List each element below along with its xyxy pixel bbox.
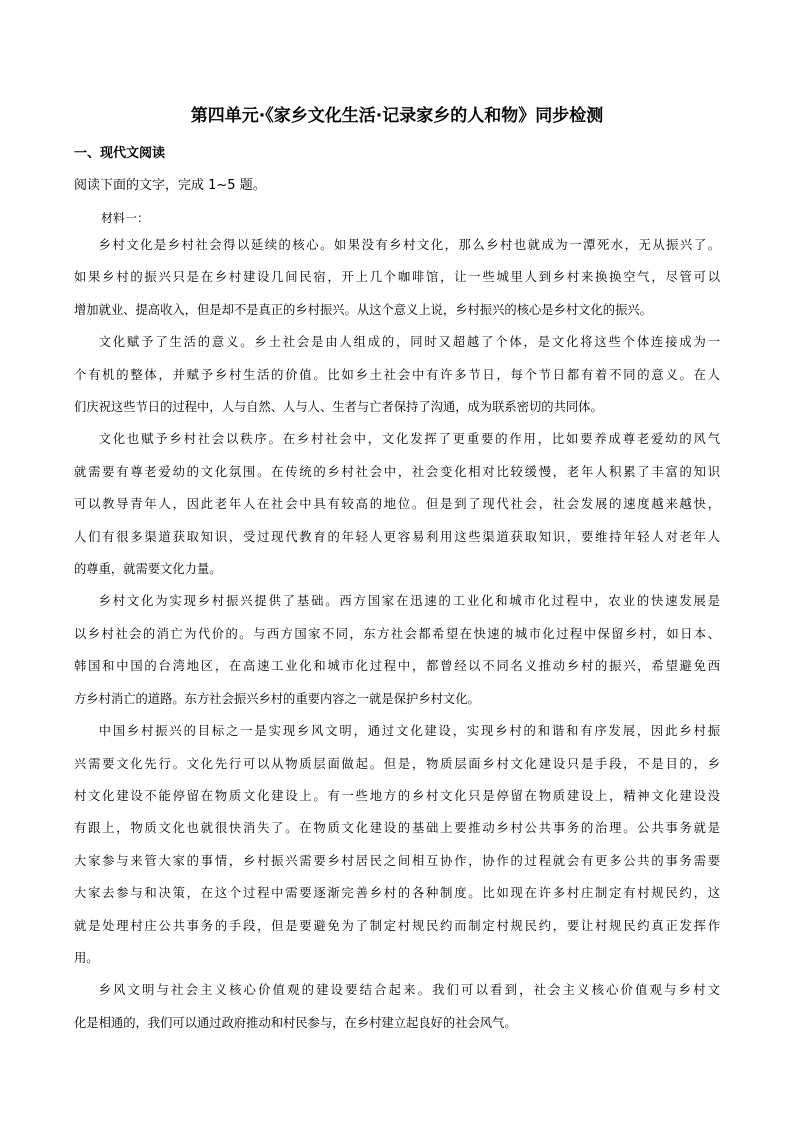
text-line: 的尊重，就需要文化力量。 xyxy=(74,562,222,577)
paragraph xyxy=(74,715,720,974)
text-line: 增加就业、提高收入，但是却不是真正的乡村振兴。从这个意义上说，乡村振兴的核心是乡村文化的振兴。 xyxy=(74,302,652,317)
text-line: 文化赋予了生活的意义。乡土社会是由人组成的，同时又超越了个体，是文化将这些个体连接成为一 xyxy=(98,335,720,350)
paragraph xyxy=(74,326,720,423)
text-line: 可以教导青年人，因此老年人在社会中具有较高的地位。但是到了现代社会，社会发展的速度越来越快， xyxy=(74,497,720,512)
text-line: 中国乡村振兴的目标之一是实现乡风文明，通过文化建设，实现乡村的和谐和有序发展，因此乡村振 xyxy=(98,724,720,739)
text-line: 有跟上，物质文化也就很快消失了。在物质文化建设的基础上要推动乡村公共事务的治理。公共事务就是 xyxy=(74,821,720,836)
text-line: 用。 xyxy=(74,950,99,965)
paragraph xyxy=(74,974,720,1039)
text-line: 化是相通的，我们可以通过政府推动和村民参与，在乡村建立起良好的社会风气。 xyxy=(74,1015,517,1030)
text-line: 们庆祝这些节日的过程中，人与自然、人与人、生者与亡者保持了沟通，成为联系密切的共同体。 xyxy=(74,400,603,415)
text-line: 乡村文化为实现乡村振兴提供了基础。西方国家在迅速的工业化和城市化过程中，农业的快速发展是 xyxy=(98,594,720,609)
material-label: 材料一： xyxy=(101,211,150,225)
reading-instruction: 阅读下面的文字，完成 1~5 题。 xyxy=(74,178,266,193)
page-title: 第四单元·《家乡文化生活·记录家乡的人和物》同步检测 xyxy=(190,106,604,126)
text-line: 个有机的整体，并赋予乡村生活的价值。比如乡土社会中有许多节日，每个节日都有着不同的意义。在人 xyxy=(74,367,720,382)
section-heading: 一、现代文阅读 xyxy=(74,146,166,161)
text-line: 就是处理村庄公共事务的手段，但是要避免为了制定村规民约而制定村规民约，要让村规民约真正发挥作 xyxy=(74,918,720,933)
text-line: 大家去参与和决策，在这个过程中需要逐渐完善乡村的各种制度。比如现在许多村庄制定有村规民约，这 xyxy=(74,886,720,901)
article-body xyxy=(74,229,720,1039)
text-line: 乡风文明与社会主义核心价值观的建设要结合起来。我们可以看到，社会主义核心价值观与乡村文 xyxy=(98,983,720,998)
text-line: 方乡村消亡的道路。东方社会振兴乡村的重要内容之一就是保护乡村文化。 xyxy=(74,691,480,706)
text-line: 以乡村社会的消亡为代价的。与西方国家不同，东方社会都希望在快速的城市化过程中保留乡村，如日本、 xyxy=(74,626,720,641)
text-line: 就需要有尊老爱幼的文化氛围。在传统的乡村社会中，社会变化相对比较缓慢，老年人积累了丰富的知识 xyxy=(74,464,720,479)
text-line: 韩国和中国的台湾地区，在高速工业化和城市化过程中，都曾经以不同名义推动乡村的振兴，希望避免西 xyxy=(74,659,720,674)
text-line: 大家参与来管大家的事情，乡村振兴需要乡村居民之间相互协作，协作的过程就会有更多公共的事务需要 xyxy=(74,853,720,868)
text-line: 如果乡村的振兴只是在乡村建设几间民宿，开上几个咖啡馆，让一些城里人到乡村来换换空气，尽管可以 xyxy=(74,270,720,285)
text-line: 村文化建设不能停留在物质文化建设上。有一些地方的乡村文化只是停留在物质建设上，精神文化建设没 xyxy=(74,788,720,803)
paragraph xyxy=(74,229,720,326)
paragraph xyxy=(74,423,720,585)
text-line: 乡村文化是乡村社会得以延续的核心。如果没有乡村文化，那么乡村也就成为一潭死水，无从振兴了。 xyxy=(98,238,720,252)
paragraph xyxy=(74,585,720,715)
text-line: 文化也赋予乡村社会以秩序。在乡村社会中，文化发挥了更重要的作用，比如要养成尊老爱幼的风气 xyxy=(98,432,720,447)
text-line: 人们有很多渠道获取知识，受过现代教育的年轻人更容易利用这些渠道获取知识，要维持年轻人对老年人 xyxy=(74,529,720,544)
text-line: 兴需要文化先行。文化先行可以从物质层面做起。但是，物质层面乡村文化建设只是手段，不是目的，乡 xyxy=(74,756,720,771)
